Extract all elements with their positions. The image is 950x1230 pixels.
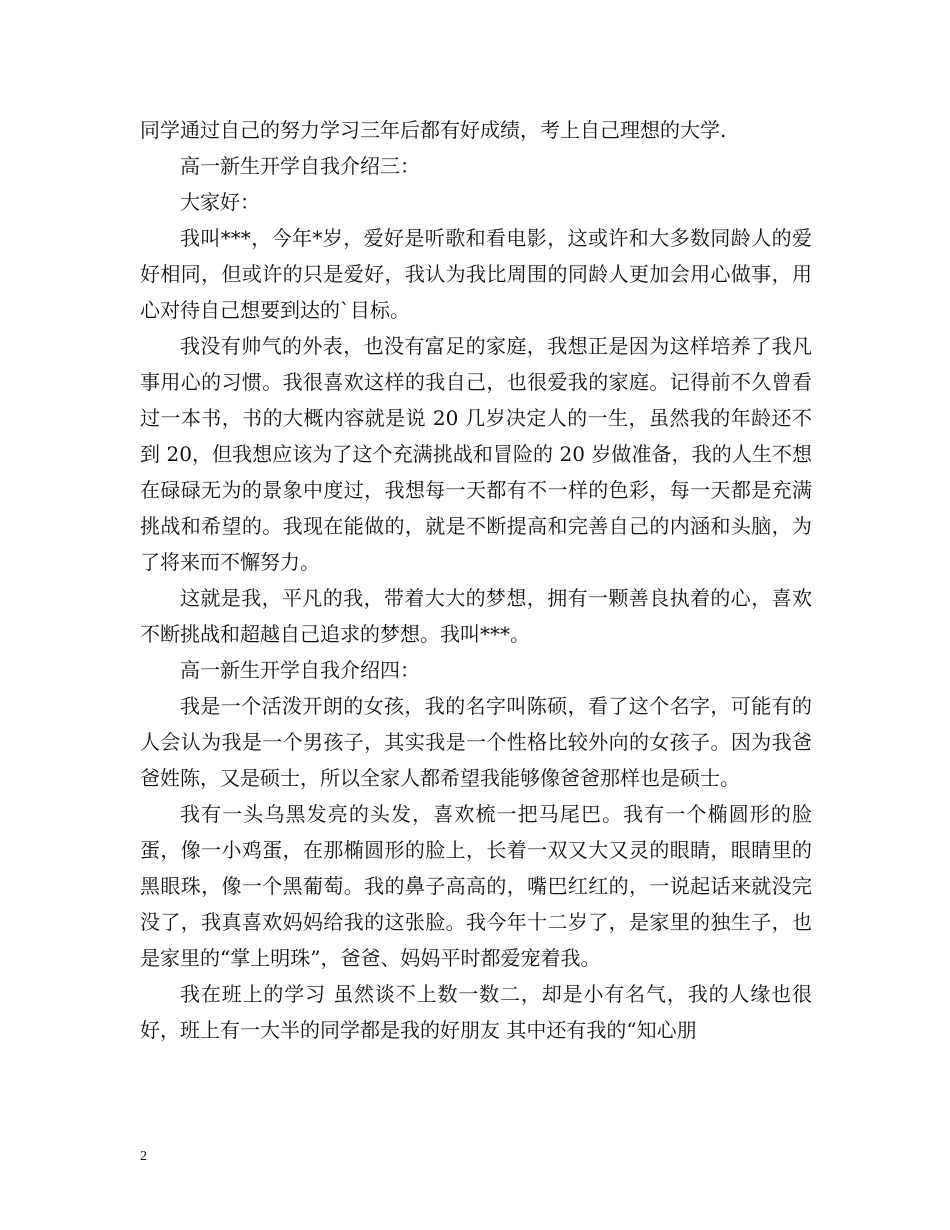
page-number: 2 — [140, 1149, 147, 1164]
section-heading-intro-four: 高一新生开学自我介绍四： — [180, 658, 420, 682]
paragraph: 我没有帅气的外表，也没有富足的家庭，我想正是因为这样培养了我凡事用心的习惯。我很喜欢这样的我自己，也很爱我的家庭。记得前不久曾看过一本书，书的大概内容就是说 20 几岁决定人的一生，虽然我的年龄还不到 20，但我想应该为了这个充满挑战和冒险的 20 岁做准备，我的人生不想在碌碌无为的景象中度过，我想每一天都有不一样的色彩，每一天都是充满挑战和希望的。我现在能做的，就是不断提高和完善自己的内涵和头脑，为了将来而不懈努力。 — [140, 334, 812, 574]
section-heading-intro-three: 高一新生开学自我介绍三： — [180, 154, 420, 178]
paragraph: 我是一个活泼开朗的女孩，我的名字叫陈硕，看了这个名字，可能有的人会认为我是一个男孩子，其实我是一个性格比较外向的女孩子。因为我爸爸姓陈，又是硕士，所以全家人都希望我能够像爸爸那样也是硕士。 — [140, 694, 812, 790]
paragraph: 我叫***，今年*岁，爱好是听歌和看电影，这或许和大多数同龄人的爱好相同，但或许的只是爱好，我认为我比周围的同龄人更加会用心做事，用心对待自己想要到达的`目标。 — [140, 226, 812, 322]
document-body — [140, 112, 812, 1048]
paragraph-continuation: 同学通过自己的努力学习三年后都有好成绩，考上自己理想的大学. — [140, 118, 727, 142]
paragraph: 我有一头乌黑发亮的头发，喜欢梳一把马尾巴。我有一个椭圆形的脸蛋，像一小鸡蛋，在那椭圆形的脸上，长着一双又大又灵的眼睛，眼睛里的黑眼珠，像一个黑葡萄。我的鼻子高高的，嘴巴红红的，一说起话来就没完没了，我真喜欢妈妈给我的这张脸。我今年十二岁了，是家里的独生子，也是家里的“掌上明珠”，爸爸、妈妈平时都爱宠着我。 — [140, 802, 812, 970]
paragraph: 这就是我，平凡的我，带着大大的梦想，拥有一颗善良执着的心，喜欢不断挑战和超越自己追求的梦想。我叫***。 — [140, 586, 812, 646]
paragraph: 我在班上的学习 虽然谈不上数一数二，却是小有名气，我的人缘也很好，班上有一大半的同学都是我的好朋友 其中还有我的“知心朋 — [140, 982, 812, 1042]
greeting: 大家好： — [180, 190, 260, 214]
